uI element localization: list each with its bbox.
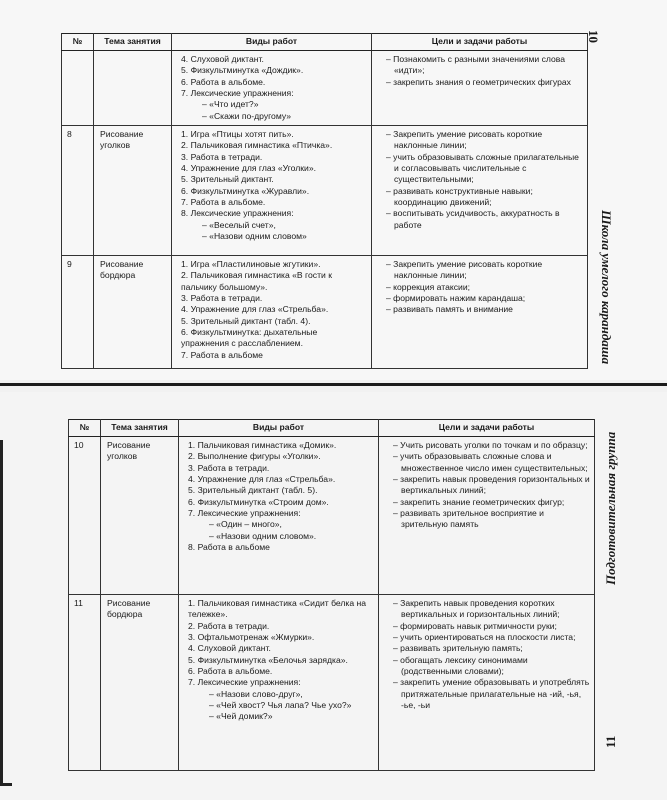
- lesson-topic: Рисование уголков: [94, 126, 172, 256]
- work-item: [180, 163, 367, 174]
- work-text: Работа в тетради.: [190, 151, 263, 162]
- work-number: 4.: [181, 163, 189, 174]
- work-text: Упражнение для глаз «Стрельба».: [190, 304, 329, 315]
- goals-list: [383, 598, 590, 711]
- work-item: [180, 197, 367, 208]
- table-row: [69, 595, 595, 771]
- work-text: Пальчиковая гимнастика «Сидит белка на тележке».: [188, 598, 367, 620]
- work-item: [180, 174, 367, 185]
- goal-item: – обогащать лексику синонимами (родственными словами);: [393, 655, 590, 678]
- work-text: Офтальмотренаж «Жмурки».: [197, 632, 315, 643]
- goal-item: – коррекция атаксии;: [386, 282, 583, 293]
- work-number: 7.: [181, 197, 189, 208]
- work-number: 6.: [188, 666, 196, 677]
- goal-item: – учить образовывать сложные прилагательные и согласовывать числительные с существительными;: [386, 152, 583, 186]
- work-item: [180, 65, 367, 76]
- work-subitem: – «Назови слово-друг»,: [209, 689, 374, 700]
- work-item: [180, 304, 367, 315]
- work-item: [180, 186, 367, 197]
- work-item: [180, 54, 367, 65]
- goals-cell: [372, 126, 588, 256]
- work-text: Пальчиковая гимнастика «Птичка».: [190, 140, 333, 151]
- lesson-topic: Рисование бордюра: [94, 256, 172, 369]
- works-list: [183, 598, 374, 689]
- work-number: 3.: [188, 632, 196, 643]
- work-number: 8.: [181, 208, 189, 219]
- header-num: №: [62, 34, 94, 51]
- work-number: 6.: [181, 185, 189, 196]
- work-subitem: – «Чей хвост? Чья лапа? Чье ухо?»: [209, 700, 374, 711]
- goal-item: – Познакомить с разными значениями слова «идти»;: [386, 54, 583, 77]
- work-number: 2.: [188, 620, 196, 631]
- work-subitem: – «Назови одним словом».: [209, 531, 374, 542]
- work-item: [180, 316, 367, 327]
- header-works: Виды работ: [179, 420, 379, 437]
- work-item: [180, 327, 367, 350]
- work-number: 8.: [188, 542, 196, 553]
- work-item: [180, 88, 367, 99]
- work-item: [187, 643, 374, 654]
- goals-cell: [372, 51, 588, 126]
- goal-item: – развивать память и внимание: [386, 304, 583, 315]
- work-item: [187, 508, 374, 519]
- work-text: Физкультминутка «Дождик».: [190, 65, 304, 76]
- goals-list: [383, 440, 590, 531]
- lesson-topic: Рисование бордюра: [101, 595, 179, 771]
- work-text: Упражнение для глаз «Уголки».: [190, 163, 317, 174]
- work-item: [180, 140, 367, 151]
- work-text: Работа в альбоме.: [190, 197, 266, 208]
- work-number: 6.: [188, 496, 196, 507]
- header-works: Виды работ: [172, 34, 372, 51]
- work-number: 2.: [181, 140, 189, 151]
- work-number: 6.: [181, 76, 189, 87]
- works-list: [183, 440, 374, 519]
- lesson-number: [62, 51, 94, 126]
- work-number: 1.: [181, 129, 189, 140]
- work-text: Игра «Пластилиновые жгутики».: [190, 259, 321, 270]
- work-number: 3.: [188, 462, 196, 473]
- works-list: [176, 259, 367, 361]
- work-subitem: – «Что идет?»: [202, 99, 367, 110]
- goals-list: [376, 259, 583, 316]
- work-text: Физкультминутка «Журавли».: [190, 185, 310, 196]
- running-title-bottom: Подготовительная группа: [603, 431, 618, 585]
- table-row: [62, 51, 588, 126]
- work-item: [187, 474, 374, 485]
- work-item: [187, 598, 374, 621]
- work-text: Работа в тетради.: [197, 620, 270, 631]
- work-number: 6.: [181, 327, 189, 338]
- page-edge-tick: [0, 783, 12, 786]
- works-cell: [172, 126, 372, 256]
- work-text: Физкультминутка «Строим дом».: [197, 496, 329, 507]
- goals-cell: [372, 256, 588, 369]
- works-sublist: [176, 220, 367, 243]
- works-sublist: [176, 99, 367, 122]
- work-item: [180, 129, 367, 140]
- work-item: [187, 677, 374, 688]
- goal-item: – учить образовывать сложные слова и множественное число имен существительных;: [393, 451, 590, 474]
- work-item: [187, 497, 374, 508]
- work-number: 5.: [181, 315, 189, 326]
- work-item: [187, 655, 374, 666]
- work-item: [187, 632, 374, 643]
- lesson-number: 9: [62, 256, 94, 369]
- running-title-top: Школа умелого карандаша: [599, 210, 614, 365]
- work-number: 7.: [188, 677, 196, 688]
- work-item: [180, 259, 367, 270]
- table-header-row: [69, 420, 595, 437]
- table-row: [62, 256, 588, 369]
- page-edge: [0, 440, 3, 785]
- work-item: [187, 440, 374, 451]
- work-number: 5.: [181, 174, 189, 185]
- goal-item: – закрепить умение образовывать и употреблять притяжательные прилагательные на -ий, -ья, -ье, -ьи: [393, 677, 590, 711]
- goals-cell: [379, 595, 595, 771]
- work-number: 1.: [188, 440, 196, 450]
- lesson-topic: Рисование уголков: [101, 437, 179, 595]
- work-text: Физкультминутка: дыхательные упражнения с расслаблением.: [181, 327, 318, 349]
- work-item: [180, 350, 367, 361]
- page-number-bottom: 11: [603, 735, 618, 748]
- work-text: Работа в тетради.: [190, 293, 263, 304]
- works-cell: [179, 437, 379, 595]
- work-subitem: – «Чей домик?»: [209, 711, 374, 722]
- work-number: 7.: [188, 508, 196, 519]
- work-item: [187, 485, 374, 496]
- work-item: [187, 451, 374, 462]
- goal-item: – Учить рисовать уголки по точкам и по образцу;: [393, 440, 590, 451]
- work-text: Работа в альбоме.: [190, 76, 266, 87]
- work-subitem: – «Скажи по-другому»: [202, 111, 367, 122]
- work-text: Физкультминутка «Белочья зарядка».: [197, 654, 348, 665]
- header-goals: Цели и задачи работы: [379, 420, 595, 437]
- lesson-number: 11: [69, 595, 101, 771]
- page-number-top: 10: [586, 30, 601, 43]
- work-item: [187, 621, 374, 632]
- table-row: [62, 126, 588, 256]
- goal-item: – формировать нажим карандаша;: [386, 293, 583, 304]
- work-text: Упражнение для глаз «Стрельба».: [197, 474, 336, 485]
- work-number: 4.: [181, 54, 189, 64]
- works-sublist: [183, 519, 374, 542]
- work-item: [187, 666, 374, 677]
- goal-item: – развивать зрительное восприятие и зрительную память: [393, 508, 590, 531]
- lesson-table-bottom: [68, 419, 595, 771]
- work-text: Слуховой диктант.: [197, 643, 271, 654]
- goals-list: [376, 54, 583, 88]
- works-cell: [172, 256, 372, 369]
- work-subitem: – «Один – много»,: [209, 519, 374, 530]
- works-sublist: [183, 689, 374, 723]
- work-number: 1.: [188, 598, 196, 608]
- work-text: Работа в альбоме: [197, 542, 270, 553]
- work-text: Лексические упражнения:: [190, 208, 294, 219]
- work-number: 4.: [188, 643, 196, 654]
- goal-item: – формировать навык ритмичности руки;: [393, 621, 590, 632]
- work-number: 4.: [181, 304, 189, 315]
- work-number: 5.: [188, 654, 196, 665]
- table-row: [69, 437, 595, 595]
- header-goals: Цели и задачи работы: [372, 34, 588, 51]
- goal-item: – учить ориентироваться на плоскости листа;: [393, 632, 590, 643]
- table-header-row: [62, 34, 588, 51]
- work-item: [180, 208, 367, 219]
- works-cell: [179, 595, 379, 771]
- work-number: 2.: [181, 270, 189, 281]
- lesson-table-top: [61, 33, 588, 369]
- goal-item: – развивать зрительную память;: [393, 643, 590, 654]
- work-text: Слуховой диктант.: [190, 54, 264, 64]
- work-number: 4.: [188, 474, 196, 485]
- work-text: Выполнение фигуры «Уголки».: [197, 451, 321, 462]
- work-item: [187, 463, 374, 474]
- work-item: [180, 293, 367, 304]
- work-subitem: – «Веселый счет»,: [202, 220, 367, 231]
- goal-item: – Закрепить навык проведения коротких вертикальных и горизонтальных линий;: [393, 598, 590, 621]
- work-text: Зрительный диктант (табл. 4).: [190, 315, 311, 326]
- work-number: 3.: [181, 293, 189, 304]
- header-topic: Тема занятия: [101, 420, 179, 437]
- goal-item: – Закрепить умение рисовать короткие наклонные линии;: [386, 129, 583, 152]
- work-text: Работа в альбоме.: [197, 666, 273, 677]
- work-text: Зрительный диктант (табл. 5).: [197, 485, 318, 496]
- goal-item: – закрепить знания о геометрических фигурах: [386, 77, 583, 88]
- work-text: Лексические упражнения:: [197, 508, 301, 519]
- work-subitem: – «Назови одним словом»: [202, 231, 367, 242]
- work-text: Пальчиковая гимнастика «В гости к пальчику большому».: [181, 270, 332, 292]
- goal-item: – закрепить знание геометрических фигур;: [393, 497, 590, 508]
- work-number: 7.: [181, 349, 189, 360]
- lesson-number: 10: [69, 437, 101, 595]
- work-item: [180, 270, 367, 293]
- work-number: 2.: [188, 451, 196, 462]
- work-text: Работа в тетради.: [197, 462, 270, 473]
- work-number: 1.: [181, 259, 189, 270]
- goal-item: – развивать конструктивные навыки; координацию движений;: [386, 186, 583, 209]
- work-item: [180, 152, 367, 163]
- work-text: Пальчиковая гимнастика «Домик».: [197, 440, 337, 450]
- works-cell: [172, 51, 372, 126]
- work-item: [180, 77, 367, 88]
- goals-cell: [379, 437, 595, 595]
- goals-list: [376, 129, 583, 231]
- header-num: №: [69, 420, 101, 437]
- page-divider: [0, 383, 667, 386]
- goal-item: – закрепить навык проведения горизонтальных и вертикальных линий;: [393, 474, 590, 497]
- work-number: 3.: [181, 151, 189, 162]
- work-text: Работа в альбоме: [190, 349, 263, 360]
- header-topic: Тема занятия: [94, 34, 172, 51]
- lesson-number: 8: [62, 126, 94, 256]
- work-number: 7.: [181, 88, 189, 99]
- work-number: 5.: [188, 485, 196, 496]
- work-item: [187, 542, 374, 553]
- works-list: [176, 129, 367, 220]
- goal-item: – воспитывать усидчивость, аккуратность в работе: [386, 208, 583, 231]
- work-text: Зрительный диктант.: [190, 174, 274, 185]
- lesson-topic: [94, 51, 172, 126]
- work-number: 5.: [181, 65, 189, 76]
- goal-item: – Закрепить умение рисовать короткие наклонные линии;: [386, 259, 583, 282]
- work-text: Лексические упражнения:: [190, 88, 294, 99]
- work-text: Игра «Птицы хотят пить».: [190, 129, 294, 140]
- works-list: [176, 54, 367, 99]
- work-text: Лексические упражнения:: [197, 677, 301, 688]
- works-list-continued: [183, 542, 374, 553]
